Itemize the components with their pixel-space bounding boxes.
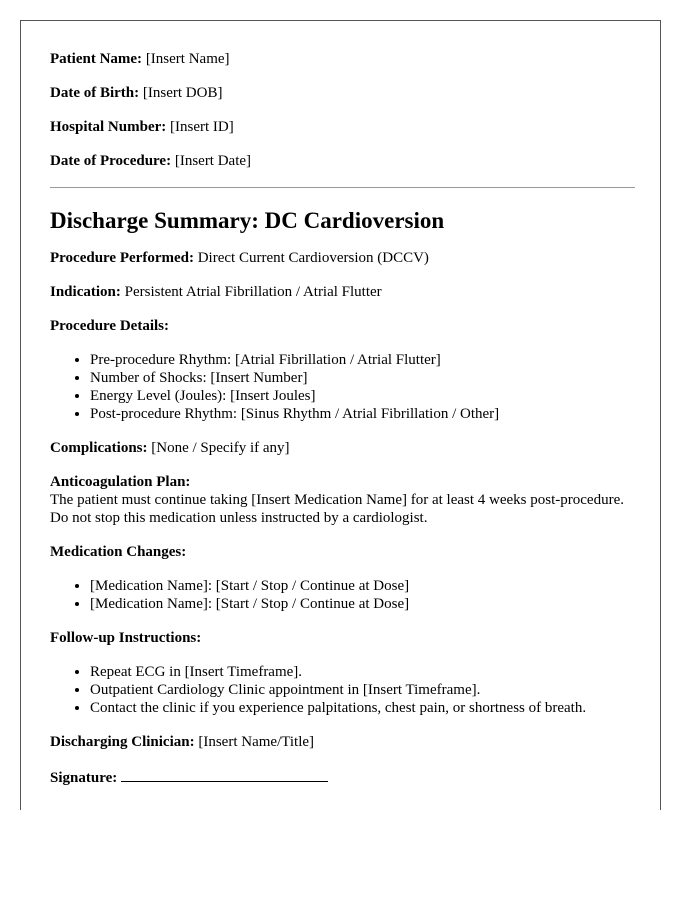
patient-name-row	[50, 50, 635, 68]
follow-up-list	[50, 663, 635, 717]
procedure-date-row	[50, 152, 635, 170]
indication-value: Persistent Atrial Fibrillation / Atrial Flutter	[124, 284, 382, 300]
signature-row	[50, 767, 635, 787]
anticoagulation-heading: Anticoagulation Plan:	[50, 474, 191, 490]
procedure-details-heading: Procedure Details:	[50, 318, 169, 334]
list-item: • Energy Level (Joules): [Insert Joules]	[90, 387, 635, 405]
list-item: • Post-procedure Rhythm: [Sinus Rhythm / Atrial Fibrillation / Other]	[90, 405, 635, 423]
list-item: • [Medication Name]: [Start / Stop / Continue at Dose]	[90, 577, 635, 595]
complications-row	[50, 439, 635, 457]
hospital-number-value: [Insert ID]	[170, 119, 234, 135]
anticoagulation-text: The patient must continue taking [Insert Medication Name] for at least 4 weeks post-procedure. Do not stop this medication unless instructed by a cardiologist.	[50, 492, 624, 526]
clinician-label: Discharging Clinician:	[50, 734, 195, 750]
procedure-performed-label: Procedure Performed:	[50, 250, 194, 266]
list-item: • Number of Shocks: [Insert Number]	[90, 369, 635, 387]
list-item: • Repeat ECG in [Insert Timeframe].	[90, 663, 635, 681]
list-item: • [Medication Name]: [Start / Stop / Continue at Dose]	[90, 595, 635, 613]
dob-label: Date of Birth:	[50, 85, 140, 101]
patient-name-value: [Insert Name]	[145, 51, 230, 67]
procedure-performed-row	[50, 249, 635, 267]
procedure-performed-value: Direct Current Cardioversion (DCCV)	[197, 250, 429, 266]
signature-line[interactable]	[121, 767, 328, 782]
document-content	[50, 21, 635, 787]
dob-row	[50, 84, 635, 102]
dob-value: [Insert DOB]	[142, 85, 223, 101]
indication-row	[50, 283, 635, 301]
medication-changes-list	[50, 577, 635, 613]
clinician-row	[50, 733, 635, 751]
clinician-value: [Insert Name/Title]	[198, 734, 315, 750]
list-item: • Pre-procedure Rhythm: [Atrial Fibrillation / Atrial Flutter]	[90, 351, 635, 369]
signature-label: Signature:	[50, 770, 118, 786]
procedure-date-value: [Insert Date]	[174, 153, 252, 169]
page-title: Discharge Summary: DC Cardioversion	[50, 208, 445, 233]
document-page	[20, 20, 661, 810]
hospital-number-row	[50, 118, 635, 136]
procedure-details-list	[50, 351, 635, 423]
follow-up-heading: Follow-up Instructions:	[50, 630, 202, 646]
patient-name-label: Patient Name:	[50, 51, 143, 67]
complications-label: Complications:	[50, 440, 148, 456]
medication-changes-heading: Medication Changes:	[50, 544, 187, 560]
hospital-number-label: Hospital Number:	[50, 119, 167, 135]
indication-label: Indication:	[50, 284, 121, 300]
list-item: • Outpatient Cardiology Clinic appointment in [Insert Timeframe].	[90, 681, 635, 699]
list-item: • Contact the clinic if you experience palpitations, chest pain, or shortness of breath.	[90, 699, 635, 717]
complications-value: [None / Specify if any]	[151, 440, 290, 456]
procedure-date-label: Date of Procedure:	[50, 153, 172, 169]
